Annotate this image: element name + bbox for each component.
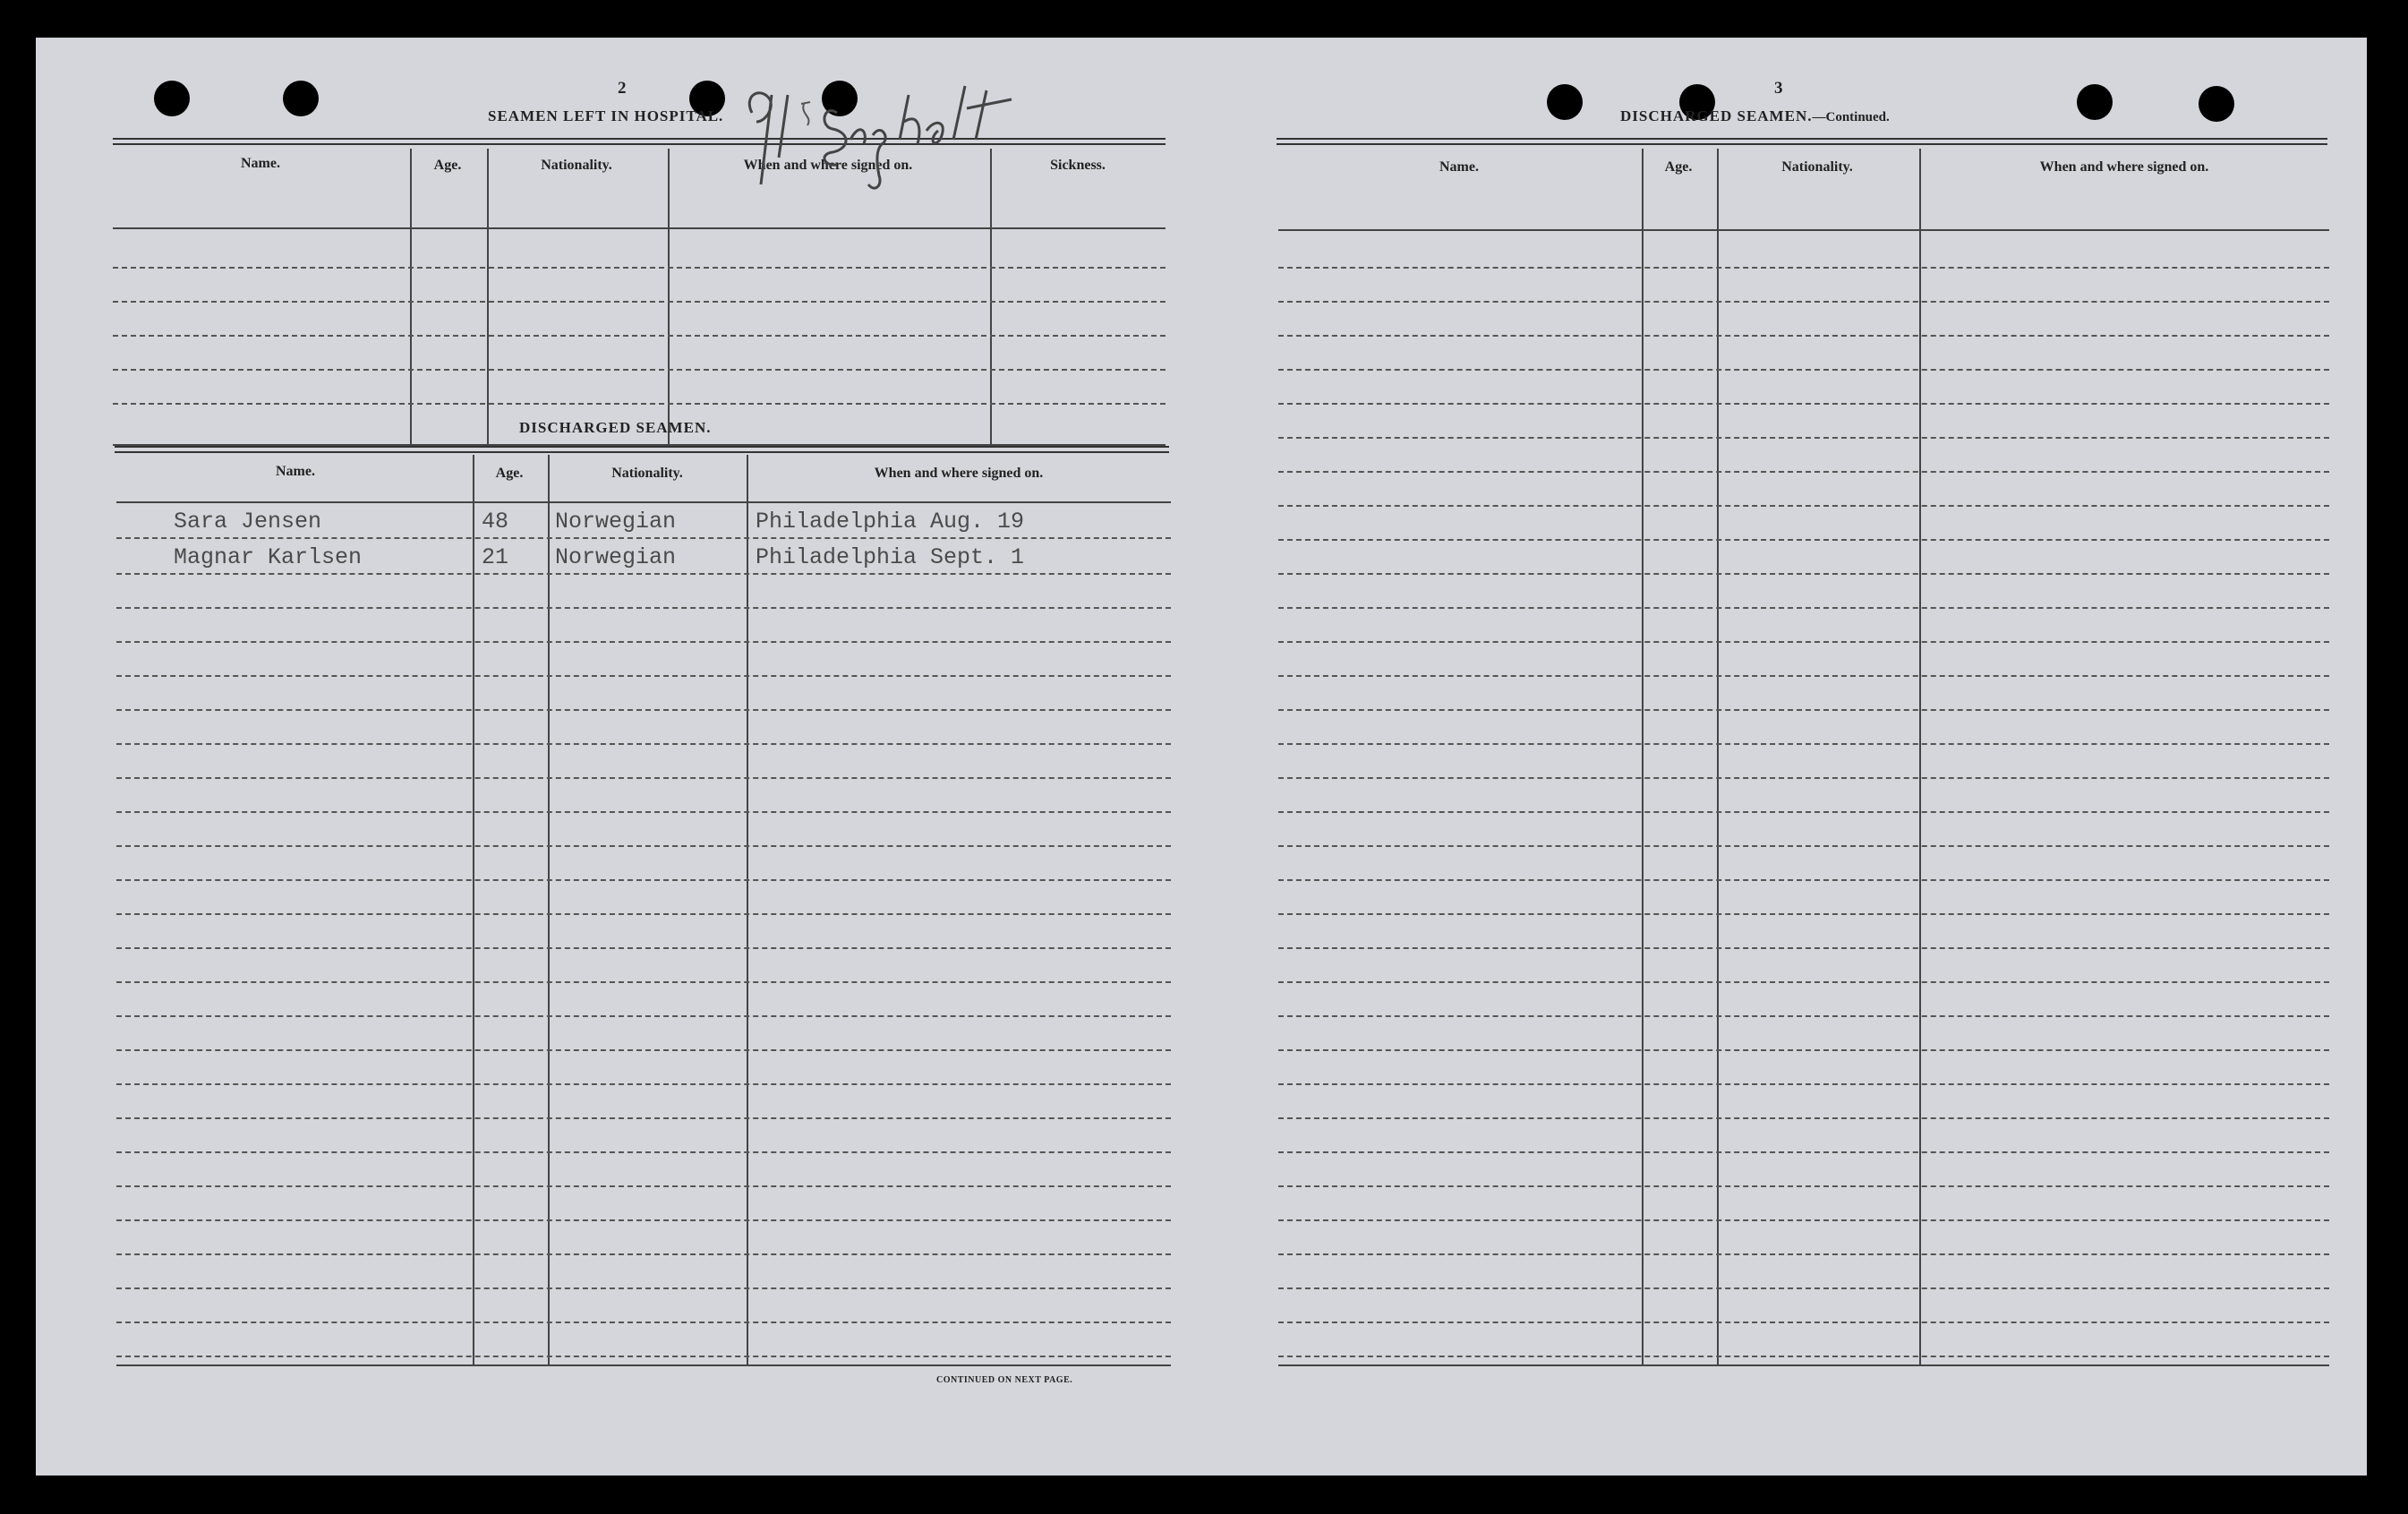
ruled-line [1278,947,2329,949]
binder-hole [283,81,319,116]
ledger-sheet [36,38,2367,1476]
col-header-signed-on: When and where signed on. [2039,159,2209,175]
ruled-line [116,743,1171,745]
ruled-line [1278,1117,2329,1119]
ruled-line [1278,1049,2329,1051]
row2-signed-on: Philadelphia Sept. 1 [756,544,1025,570]
col-header-name: Name. [1439,159,1479,175]
ruled-line [116,947,1171,949]
ruled-line [113,369,1166,371]
ruled-line [116,573,1171,575]
row2-name: Magnar Karlsen [174,544,363,570]
right-page-number: 3 [1774,79,1783,98]
ruled-line [1278,539,2329,541]
discharged-table-left [116,455,1171,1368]
ruled-line [1278,743,2329,745]
row1-signed-on: Philadelphia Aug. 19 [756,509,1025,535]
ruled-line [1278,981,2329,983]
right-title-suffix: —Continued. [1812,110,1890,124]
column-divider [548,455,550,1364]
ruled-line [1278,777,2329,779]
ruled-line [116,1049,1171,1051]
ruled-line [1278,1083,2329,1085]
right-title-main: DISCHARGED SEAMEN. [1620,107,1813,124]
ruled-line [1278,641,2329,643]
ruled-line [1278,1287,2329,1289]
column-divider [410,149,412,444]
col-header-name: Name. [241,156,280,171]
col-header-name: Name. [276,464,315,479]
ruled-line [116,1015,1171,1017]
ruled-line [116,1287,1171,1289]
ruled-line [116,607,1171,609]
ruled-line [116,1151,1171,1153]
col-header-signed-on: When and where signed on. [874,466,1044,481]
ruled-line [1278,1151,2329,1153]
ruled-line [1278,1356,2329,1357]
binder-hole [2199,86,2234,122]
row1-nationality: Norwegian [555,509,677,535]
ruled-line [113,335,1166,337]
ruled-line [116,777,1171,779]
column-divider [487,149,489,444]
row2-age: 21 [482,544,509,570]
row1-age: 48 [482,509,509,535]
ruled-line [1278,607,2329,609]
row1-name: Sara Jensen [174,509,322,535]
col-header-age: Age. [1664,159,1693,175]
discharged-top-rule [115,446,1169,448]
ruled-line [113,267,1166,269]
ruled-line [116,879,1171,881]
ruled-line [1278,709,2329,711]
ruled-line [1278,811,2329,813]
ruled-line [116,1322,1171,1323]
table-bottom-rule [116,1364,1171,1366]
ruled-line [1278,845,2329,847]
hospital-section-title: SEAMEN LEFT IN HOSPITAL. [488,107,724,124]
ruled-line [1278,437,2329,439]
col-header-sickness: Sickness. [1050,158,1106,173]
ruled-line [1278,913,2329,915]
col-header-signed-on: When and where signed on. [743,158,913,173]
ruled-line [1278,1322,2329,1323]
column-divider [747,455,748,1364]
col-header-age: Age. [433,158,462,173]
column-divider [1919,149,1921,1364]
ruled-line [116,913,1171,915]
column-divider [473,455,474,1364]
ruled-line [1278,471,2329,473]
ruled-line [116,1117,1171,1119]
binder-hole [154,81,190,116]
table-bottom-rule [1278,1364,2329,1366]
ruled-line [116,1185,1171,1187]
ruled-line [1278,267,2329,269]
right-top-rule [1277,143,2327,145]
ruled-line [116,811,1171,813]
left-page-number: 2 [618,79,627,98]
column-divider [668,149,670,444]
ruled-line [116,1083,1171,1085]
ruled-line [116,845,1171,847]
ruled-line [1278,1253,2329,1255]
column-divider [1717,149,1719,1364]
ruled-line [116,675,1171,677]
header-separator [1278,229,2329,231]
ruled-line [1278,403,2329,405]
ruled-line [116,1356,1171,1357]
ruled-line [116,1219,1171,1221]
col-header-nationality: Nationality. [1781,159,1853,175]
ruled-line [116,1253,1171,1255]
ruled-line [1278,301,2329,303]
continued-footnote: CONTINUED ON NEXT PAGE. [936,1375,1073,1385]
ruled-line [1278,335,2329,337]
row2-nationality: Norwegian [555,544,677,570]
ruled-line [1278,675,2329,677]
ruled-line [116,641,1171,643]
col-header-age: Age. [495,466,524,481]
discharged-table-right [1278,149,2329,1368]
ruled-line [116,537,1171,539]
right-section-title [1620,107,1890,125]
right-top-rule [1277,138,2327,140]
ruled-line [1278,369,2329,371]
col-header-nationality: Nationality. [541,158,612,173]
column-divider [1642,149,1644,1364]
ruled-line [113,301,1166,303]
discharged-section-title: DISCHARGED SEAMEN. [519,419,712,436]
ruled-line [1278,505,2329,507]
discharged-top-rule [115,451,1169,453]
binder-hole [1547,84,1583,120]
ruled-line [1278,1219,2329,1221]
ruled-line [113,403,1166,405]
header-separator [113,227,1166,229]
handwritten-annotation [725,59,1047,202]
header-separator [116,501,1171,503]
ruled-line [1278,573,2329,575]
ruled-line [1278,1015,2329,1017]
ruled-line [116,709,1171,711]
ruled-line [1278,879,2329,881]
binder-hole [2077,84,2113,120]
col-header-nationality: Nationality. [611,466,683,481]
ruled-line [116,981,1171,983]
ruled-line [1278,1185,2329,1187]
